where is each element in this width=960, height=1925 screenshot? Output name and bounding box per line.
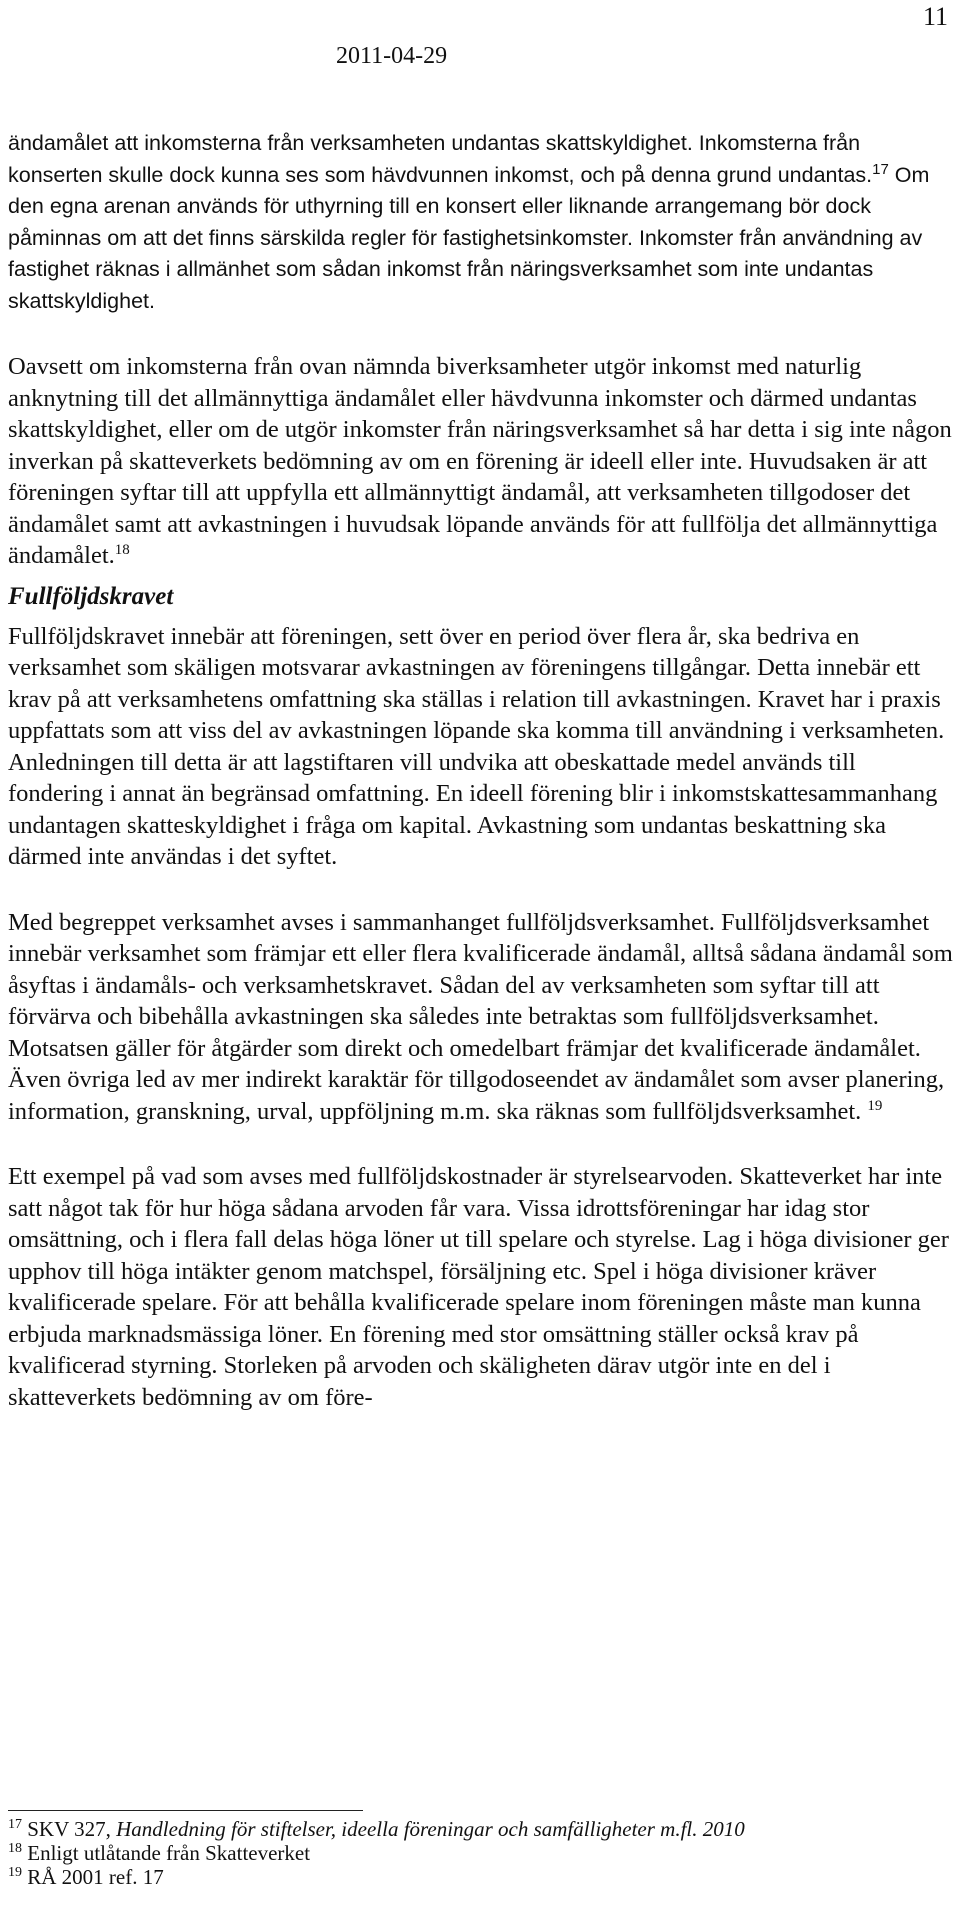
footnote-17: $^{17}$ SKV 327, Handledning för stiftelser, ideella föreningar och samfälligheter m.fl. 2010 (8, 1817, 745, 1841)
paragraph-1 (8, 128, 953, 317)
paragraph-2 (8, 351, 953, 572)
footnote-19: $^{19}$ RÅ 2001 ref. 17 (8, 1865, 164, 1889)
paragraph-4 (8, 907, 953, 1128)
paragraph-3: Fullföljdskravet innebär att föreningen, sett över en period över flera år, ska bedriva en verksamhet som skäligen motsvarar avkastningen av föreningens tillgångar. Detta innebär ett krav på att verksamhetens omfattning ska ställas i relation till avkastningen. Kravet har i praxis uppfattats som att viss del av avkastningen löpande ska komma till användning i verksamheten. Anledningen till detta är att lagstiftaren vill undvika att obeskattade medel används till fondering i annat än begränsad omfattning. En ideell förening blir i inkomstskattesammanhang undantagen skatteskyldighet i fråga om kapital. Avkastning som undantas beskattning ska därmed inte användas i det syftet. (8, 622, 945, 870)
footnotes (8, 1810, 953, 1889)
paragraph-1-text-a: ändamålet att inkomsterna från verksamheten undantas skattskyldighet. Inkomsterna från konserten skulle dock kunna ses som hävdvunnen inkomst, och på denna grund undantas. (8, 131, 873, 187)
footnote-divider (8, 1810, 363, 1811)
main-content (8, 128, 953, 1413)
footnote-18: $^{18}$ Enligt utlåtande från Skatteverket (8, 1841, 311, 1865)
footnote-ref-18: 18 (114, 541, 130, 558)
footnote-17-title: Handledning för stiftelser, ideella föreningar och samfälligheter m.fl. 2010 (116, 1817, 745, 1841)
page-number: 11 (922, 2, 948, 31)
footnote-ref-17: 17 (872, 160, 889, 178)
document-date: 2011-04-29 (336, 43, 448, 69)
section-heading: Fullföljdskravet (8, 582, 174, 610)
paragraph-5: Ett exempel på vad som avses med fullföljdskostnader är styrelsearvoden. Skatteverket har inte satt något tak för hur höga sådana arvoden får vara. Vissa idrottsföreningar har idag stor omsättning, och i flera fall delas höga löner ut till spelare och styrelse. Lag i höga divisioner ger upphov till höga intäkter genom matchspel, försäljning etc. Spel i höga divisioner kräver kvalificerade spelare. För att behålla kvalificerade spelare inom föreningen måste man kunna erbjuda marknadsmässiga löner. En förening med stor omsättning ställer också krav på kvalificerad styrning. Storleken på arvoden och skäligheten därav utgör inte en del i skatteverkets bedömning av om före- (8, 1163, 949, 1411)
paragraph-2-text: Oavsett om inkomsterna från ovan nämnda biverksamheter utgör inkomst med naturlig anknytning till det allmännyttiga ändamålet eller hävdvunna inkomster och därmed undantas skattskyldighet, eller om de utgör inkomster från näringsverksamhet så har detta i sig inte någon inverkan på skatteverkets bedömning av om en förening är ideell eller inte. Huvudsaken är att föreningen syftar till att uppfylla ett allmännyttigt ändamål, att verksamheten tillgodoser det ändamålet samt att avkastningen i huvudsak löpande används för att fullfölja det allmännyttiga ändamålet. (8, 353, 952, 569)
paragraph-4-text: Med begreppet verksamhet avses i sammanhanget fullföljdsverksamhet. Fullföljdsverksamhet innebär verksamhet som främjar ett eller flera kvalificerade ändamål, alltså sådana ändamål som åsyftas i ändamåls- och verksamhetskravet. Sådan del av verksamheten som syftar till att förvärva och bibehålla avkastningen ska således inte betraktas som fullföljdsverksamhet. Motsatsen gäller för åtgärder som direkt och omedelbart främjar det kvalificerade ändamålet. Även övriga led av mer indirekt karaktär för tillgodoseendet av ändamålet som avser planering, information, granskning, urval, uppföljning m.m. ska räknas som fullföljdsverksamhet. (8, 908, 953, 1125)
paragraph-1-text-b: Om den egna arenan används för uthyrning till en konsert eller liknande arrangemang bör dock påminnas om att det finns särskilda regler för fastighetsinkomster. Inkomster från användning av fastighet räknas i allmänhet som sådan inkomst från näringsverksamhet som inte undantas skattskyldighet. (8, 162, 930, 313)
footnote-ref-19: 19 (867, 1097, 883, 1114)
